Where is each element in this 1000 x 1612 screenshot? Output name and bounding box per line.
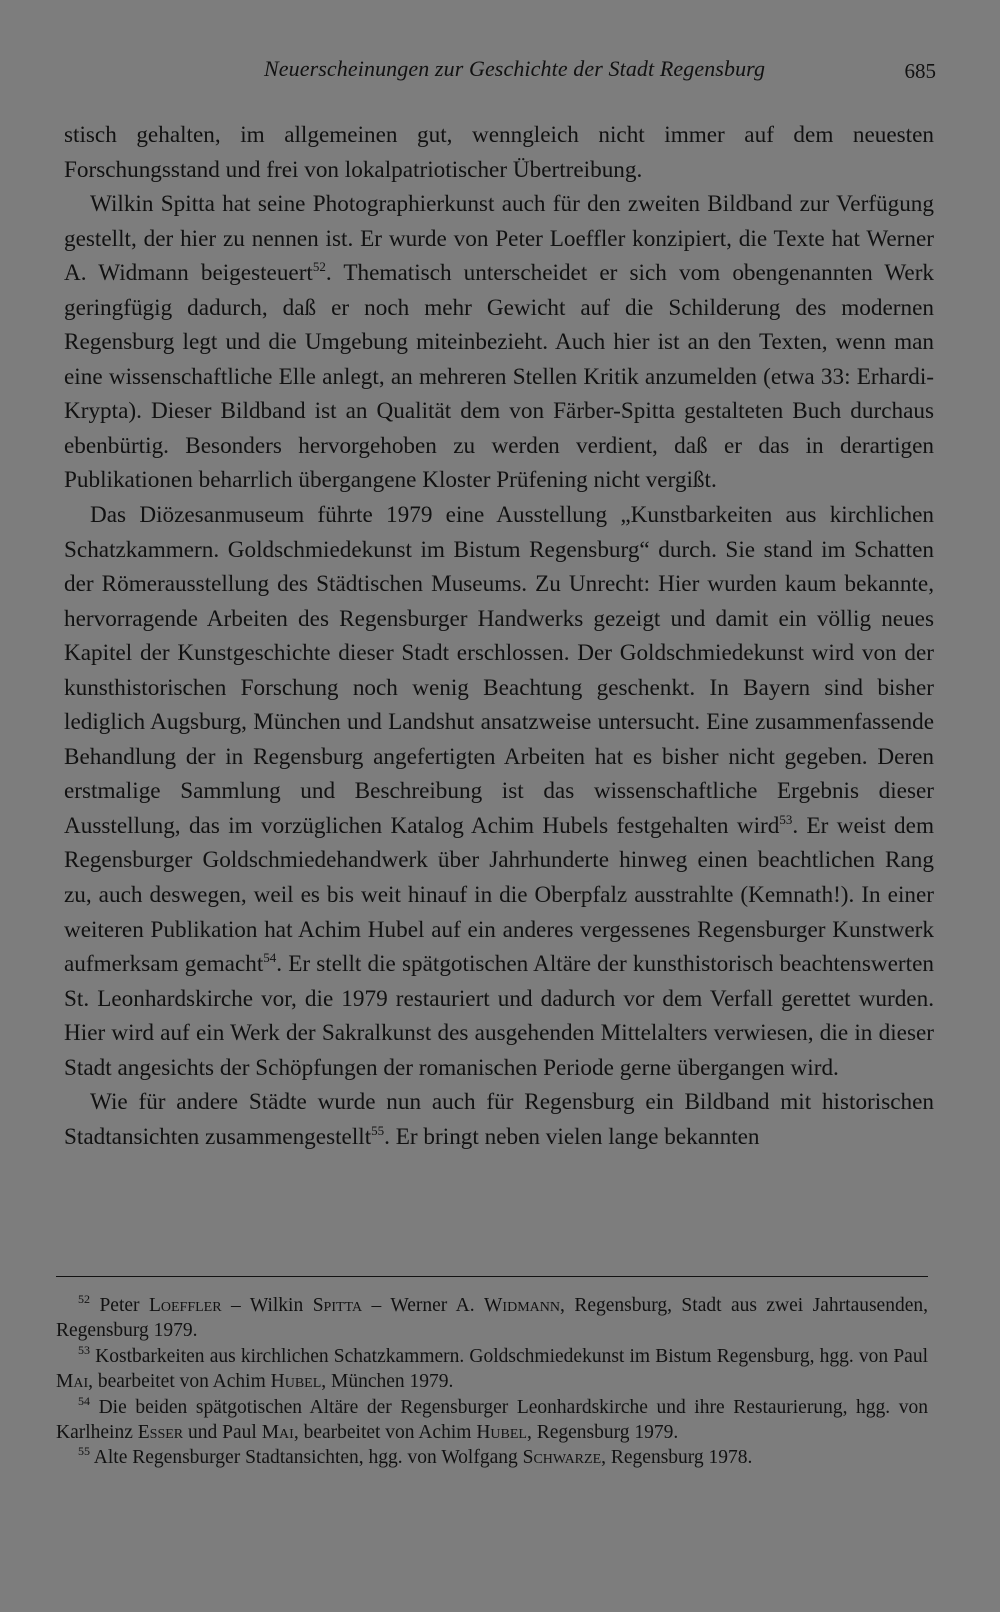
footnote-reference: 52 [312, 259, 326, 275]
author-name: Hubel [270, 1371, 322, 1393]
author-name: Spitta [312, 1295, 363, 1316]
footnote-text: Alte Regensburger Stadtansichten, hgg. von Wolfgang [90, 1447, 523, 1469]
footnotes [56, 1293, 928, 1471]
footnote-reference: 53 [779, 811, 793, 827]
footnote-55 [56, 1445, 928, 1470]
footnote-separator [56, 1276, 928, 1277]
footnote-reference: 54 [263, 950, 277, 966]
paragraph-text: Wilkin Spitta hat seine Photographierkunst auch für den zweiten Bildband zur Verfügung gestellt, der hier zu nennen ist. Er wurde von Peter Loeffler konzipiert, die Texte hat Werner A. Widmann beigesteuert [64, 191, 934, 287]
paragraph-text: . Er weist dem Regensburger Goldschmiedehandwerk über Jahrhunderte hinweg einen beachtlichen Rang zu, auch deswegen, weil es bis weit hinauf in die Oberpfalz ausstrahlte (Kemnath!). In einer weiteren Publikation hat Achim Hubel auf ein anderes vergessenes Regensburger Kunstwerk aufmerksam gemacht [64, 812, 934, 978]
footnote-text: , bearbeitet von Achim [88, 1371, 271, 1393]
paragraph-4 [64, 1085, 934, 1154]
main-text [64, 118, 934, 1154]
footnote-number: 54 [78, 1393, 90, 1408]
paragraph-1 [64, 118, 934, 187]
running-title: Neuerscheinungen zur Geschichte der Stadt Regensburg [264, 56, 766, 81]
footnote-text: – Werner A. [362, 1295, 485, 1316]
footnote-text: , bearbeitet von Achim [293, 1422, 477, 1444]
paragraph-text: Wie für andere Städte wurde nun auch für Regensburg ein Bildband mit historischen Stadtansichten zusammengestellt [64, 1089, 934, 1150]
paragraph-text: stisch gehalten, im allgemeinen gut, wenngleich nicht immer auf dem neuesten Forschungsstand und frei von lokalpatriotischer Übertreibung. [64, 122, 934, 183]
paragraph-2 [64, 187, 934, 498]
author-name: Loeffler [148, 1295, 222, 1316]
footnote-52 [56, 1293, 928, 1344]
footnote-text: und Paul [183, 1422, 262, 1444]
footnote-text: , München 1979. [321, 1371, 454, 1393]
footnote-text: , Regensburg, Stadt aus zwei Jahrtausenden, Regensburg 1979. [56, 1295, 928, 1342]
author-name: Mai [56, 1371, 89, 1393]
author-name: Widmann [484, 1295, 560, 1316]
paragraph-text: . Er stellt die spätgotischen Altäre der kunsthistorisch beachtenswerten St. Leonhardskirche vor, die 1979 restauriert und dadurch vor dem Verfall gerettet wurden. Hier wird auf ein Werk der Sakralkunst des ausgehenden Mittelalters verwiesen, die in dieser Stadt angesichts der Schöpfungen der romanischen Periode gerne übergangen wird. [64, 951, 934, 1081]
footnote-53 [56, 1344, 928, 1395]
paragraph-text: Das Diözesanmuseum führte 1979 eine Ausstellung „Kunstbarkeiten aus kirchlichen Schatzkammern. Goldschmiedekunst im Bistum Regensburg“ durch. Sie stand im Schatten der Römerausstellung des Städtischen Museums. Zu Unrecht: Hier wurden kaum bekannte, hervorragende Arbeiten des Regensburger Handwerks gezeigt und damit ein völlig neues Kapitel der Kunstgeschichte dieser Stadt erschlossen. Der Goldschmiedekunst wird von der kunsthistorischen Forschung noch wenig Beachtung geschenkt. In Bayern sind bisher lediglich Augsburg, München und Landshut ansatzweise untersucht. Eine zusammenfassende Behandlung der in Regensburg angefertigten Arbeiten hat es bisher nicht gegeben. Deren erstmalige Sammlung und Beschreibung ist das wissenschaftliche Ergebnis dieser Ausstellung, das im vorzüglichen Katalog Achim Hubels festgehalten wird [64, 502, 934, 839]
footnote-text: , Regensburg 1979. [526, 1422, 679, 1444]
footnote-text: – Wilkin [221, 1295, 313, 1316]
paragraph-3 [64, 498, 934, 1085]
author-name: Hubel [476, 1422, 527, 1444]
footnote-text: Peter [90, 1295, 149, 1316]
footnote-number: 52 [78, 1292, 90, 1306]
footnote-text: Kostbarkeiten aus kirchlichen Schatzkammern. Goldschmiedekunst im Bistum Regensburg, hgg. von Paul [90, 1345, 928, 1367]
author-name: Esser [137, 1422, 184, 1444]
author-name: Mai [261, 1422, 294, 1444]
footnote-number: 55 [78, 1444, 90, 1459]
footnote-number: 53 [78, 1342, 90, 1357]
footnote-text: Die beiden spätgotischen Altäre der Regensburger Leonhardskirche und ihre Restaurierung, hgg. von Karlheinz [56, 1396, 928, 1444]
author-name: Schwarze [522, 1447, 602, 1469]
footnote-54 [56, 1395, 928, 1446]
footnote-reference: 55 [371, 1122, 385, 1138]
paragraph-text: . Er bringt neben vielen lange bekannten [384, 1123, 760, 1150]
paragraph-text: . Thematisch unterscheidet er sich vom obengenannten Werk geringfügig dadurch, daß er noch mehr Gewicht auf die Schilderung des modernen Regensburg legt und die Umgebung miteinbezieht. Auch hier ist an den Texten, wenn man eine wissenschaftliche Elle anlegt, an mehreren Stellen Kritik anzumelden (etwa 33: Erhardi-Krypta). Dieser Bildband ist an Qualität dem von Färber-Spitta gestalteten Buch durchaus ebenbürtig. Besonders hervorgehoben zu werden verdient, daß er das in derartigen Publikationen beharrlich übergangene Kloster Prüfening nicht vergißt. [64, 260, 935, 494]
page-number: 685 [904, 59, 936, 83]
footnote-text: , Regensburg 1978. [601, 1447, 753, 1469]
